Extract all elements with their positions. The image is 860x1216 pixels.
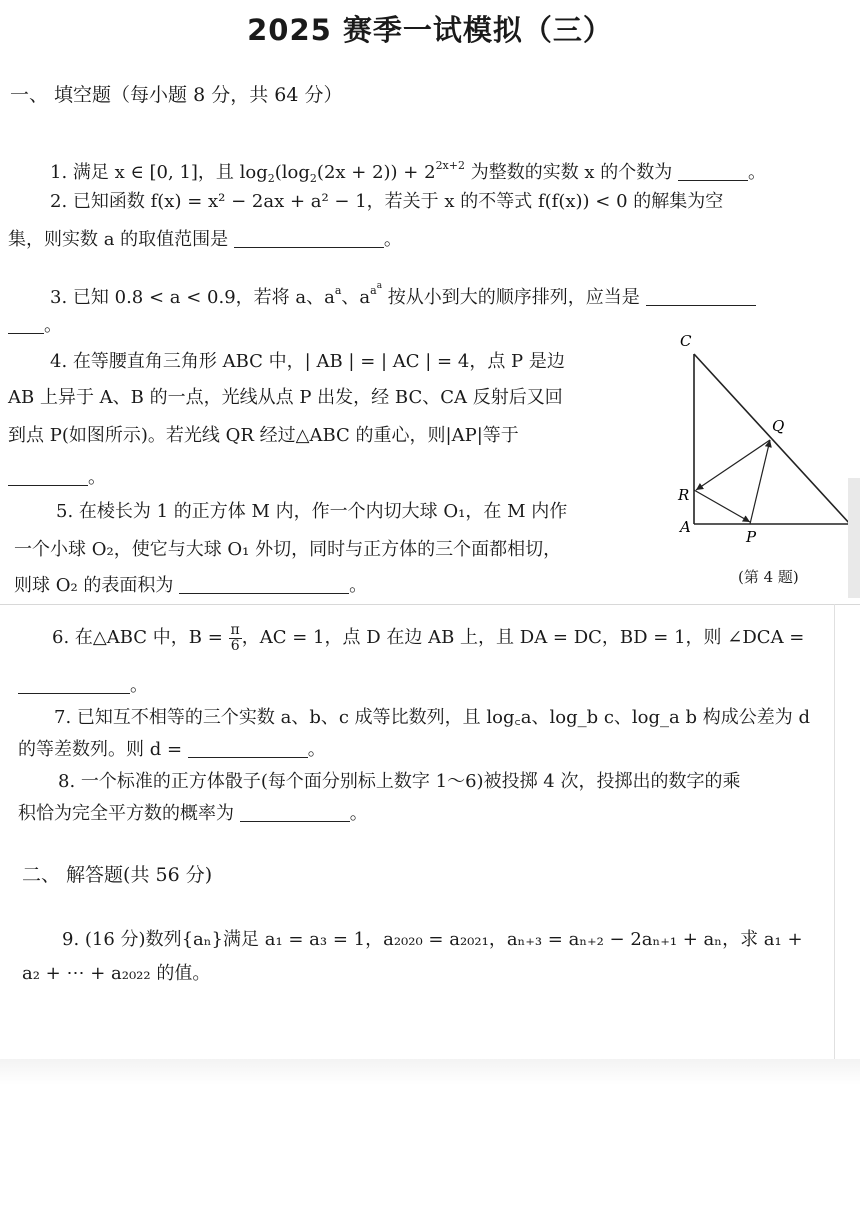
q3-text-c: 、a [341, 287, 371, 308]
section-heading-solutions: 二、 解答题(共 56 分) [22, 864, 213, 886]
answer-blank-8[interactable] [240, 801, 350, 822]
ray-rp [694, 490, 750, 522]
question-4-line-2: AB 上异于 A、B 的一点，光线从点 P 出发，经 BC、CA 反射后又回 [8, 387, 563, 408]
question-3 [50, 270, 756, 314]
question-5-line-3 [14, 570, 367, 602]
q1-end: 。 [748, 162, 767, 183]
q3-end: 。 [44, 315, 62, 336]
question-6-answer-line [18, 670, 148, 702]
q7-end: 。 [307, 739, 326, 760]
q8-text: 积恰为完全平方数的概率为 [18, 803, 234, 824]
q3-sup-2: a [370, 284, 377, 297]
figure-caption: (第 4 题) [738, 568, 799, 586]
answer-blank-5[interactable] [179, 573, 349, 594]
triangle-figure [660, 330, 860, 600]
question-6 [52, 622, 804, 654]
q5-text: 则球 O₂ 的表面积为 [14, 575, 174, 596]
q3-sup-1: a [334, 284, 342, 297]
ray-pq [750, 440, 770, 524]
question-9-line-1: 9. (16 分)数列{aₙ}满足 a₁ = a₃ = 1，a₂₀₂₀ = a₂₀₂₁，aₙ₊₃ = aₙ₊₂ − 2aₙ₊₁ + aₙ，求 a₁ + [62, 929, 803, 950]
scan-edge-line [834, 604, 835, 1059]
label-q: Q [772, 417, 785, 435]
question-9-line-2: a₂ + ⋯ + a₂₀₂₂ 的值。 [22, 963, 211, 984]
answer-blank-7[interactable] [188, 737, 308, 758]
ray-qr [696, 440, 770, 490]
question-8-line-2 [18, 798, 368, 830]
answer-blank-1[interactable] [678, 160, 748, 181]
q3-sup-3: a [376, 281, 383, 291]
page-edge-strip [848, 478, 860, 598]
answer-blank-3-start[interactable] [646, 285, 756, 306]
q1-text-g: 为整数的实数 x 的个数为 [464, 162, 673, 183]
question-2-line-1: 2. 已知函数 f(x) = x² − 2ax + a² − 1，若关于 x 的不等式 f(f(x)) < 0 的解集为空 [50, 191, 724, 212]
side-bc [694, 354, 850, 524]
q6-end: 。 [130, 675, 148, 696]
q2-end: 。 [383, 229, 402, 250]
answer-blank-6[interactable] [18, 673, 130, 694]
q1-text-e: (2x + 2)) + 2 [316, 162, 436, 183]
question-7-line-1: 7. 已知互不相等的三个实数 a、b、c 成等比数列，且 log꜀a、log_b c、log_a b 构成公差为 d [54, 707, 810, 728]
answer-blank-2[interactable] [234, 227, 384, 248]
question-5-line-1: 5. 在棱长为 1 的正方体 M 内，作一个内切大球 O₁，在 M 内作 [56, 501, 568, 522]
question-4-line-4 [8, 462, 106, 494]
label-a: A [680, 518, 691, 536]
question-4-line-3: 到点 P(如图所示)。若光线 QR 经过△ABC 的重心，则|AP|等于 [8, 425, 519, 446]
fraction-pi-over-6 [229, 623, 242, 654]
q1-text-a: 1. 满足 x ∈ [0, 1]，且 log [50, 162, 268, 183]
q3-text-f: 按从小到大的顺序排列，应当是 [382, 287, 640, 308]
q3-text-a: 3. 已知 0.8 < a < 0.9，若将 a、a [50, 287, 335, 308]
question-8-line-1: 8. 一个标准的正方体骰子(每个面分别标上数字 1～6)被投掷 4 次，投掷出的数字的乘 [58, 771, 741, 792]
q7-text: 的等差数列。则 d = [18, 739, 183, 760]
q6-text-b: ，AC = 1，点 D 在边 AB 上，且 DA = DC，BD = 1，则 ∠DCA = [241, 627, 805, 648]
question-4-line-1: 4. 在等腰直角三角形 ABC 中，| AB | = | AC | = 4，点 P 是边 [50, 351, 565, 372]
question-5-line-2: 一个小球 O₂，使它与大球 O₁ 外切，同时与正方体的三个面都相切， [14, 539, 562, 560]
page-title: 2025 赛季一试模拟（三） [247, 13, 613, 47]
answer-blank-3-end[interactable] [8, 313, 44, 334]
fraction-denominator: 6 [230, 637, 240, 654]
q2-text: 集，则实数 a 的取值范围是 [8, 229, 229, 250]
label-p: P [746, 528, 757, 546]
q1-exponent: 2x+2 [435, 159, 465, 172]
section-heading-fill-in: 一、 填空题（每小题 8 分，共 64 分） [10, 84, 343, 106]
scan-bottom-edge [0, 1059, 860, 1085]
label-c: C [680, 332, 692, 350]
label-r: R [678, 486, 690, 504]
q5-end: 。 [349, 575, 368, 596]
q1-sub-1: 2 [267, 172, 275, 185]
q8-end: 。 [349, 803, 368, 824]
question-2-line-2 [8, 224, 402, 256]
q1-text-c: (log [274, 162, 310, 183]
q1-sub-2: 2 [309, 172, 317, 185]
fraction-numerator: π [230, 621, 240, 638]
answer-blank-4[interactable] [8, 465, 88, 486]
q6-text-a: 6. 在△ABC 中，B = [52, 627, 229, 648]
q4-end: 。 [88, 467, 106, 488]
question-7-line-2 [18, 734, 326, 766]
scan-divider [0, 604, 860, 605]
question-3-continuation [8, 310, 62, 342]
